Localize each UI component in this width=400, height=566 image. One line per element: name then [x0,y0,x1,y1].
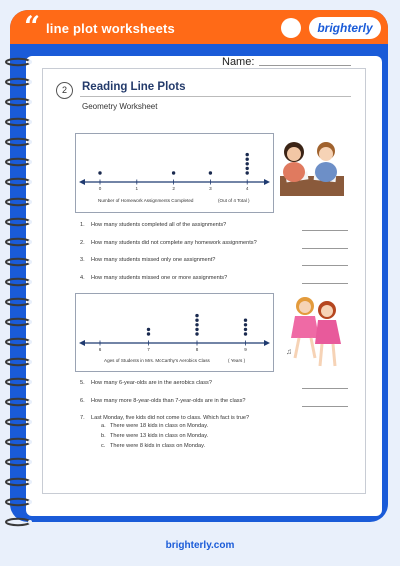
quote-icon: “ [24,10,41,43]
option-text: There were 8 kids in class on Monday. [110,443,206,449]
arrow-left-icon [79,340,85,346]
question-number: 7. [80,415,85,421]
option-text: There were 13 kids in class on Monday. [110,433,209,439]
data-point [147,332,150,335]
tick-label: 0 [98,186,102,191]
music-note-icon: ♫ [286,347,292,356]
ring-icon [6,119,30,125]
question-item [80,257,215,263]
data-point [246,158,249,161]
punch-hole [28,80,32,84]
line-plot-2 [75,293,274,372]
answer-line[interactable] [302,283,348,284]
content-border [42,68,366,494]
punch-hole [28,220,32,224]
tick-label: 7 [147,347,150,352]
punch-hole [28,420,32,424]
axis-note: (Out of 4 Total ) [218,198,250,203]
ring-icon [6,279,30,285]
punch-hole [28,460,32,464]
question-number: 5. [80,380,85,386]
ring-icon [6,179,30,185]
punch-hole [28,300,32,304]
ring-icon [6,259,30,265]
page-title: line plot worksheets [46,21,175,36]
answer-line[interactable] [302,248,348,249]
question-item [80,415,249,421]
line-plot-1 [75,133,274,213]
tick-label: 3 [209,186,212,191]
question-item [80,222,226,228]
brand-name: brighterly [317,21,373,35]
ring-icon [6,339,30,345]
punch-hole [28,500,32,504]
punch-hole [28,60,32,64]
ring-icon [6,419,30,425]
name-label: Name: [222,56,255,68]
question-number: 3. [80,257,85,263]
option-letter: b. [101,433,106,439]
data-point [246,171,249,174]
punch-hole [28,520,32,524]
name-field[interactable] [259,65,351,66]
question-item [80,380,212,386]
punch-hole [28,320,32,324]
data-point [172,171,175,174]
ring-icon [6,459,30,465]
punch-hole [28,120,32,124]
punch-hole [28,440,32,444]
punch-hole [28,180,32,184]
data-point [244,323,247,326]
ring-icon [6,199,30,205]
data-point [195,323,198,326]
answer-option[interactable] [101,433,208,439]
data-point [195,314,198,317]
spiral-binding [0,0,40,566]
ring-icon [6,139,30,145]
answer-option[interactable] [101,443,205,449]
header-bar [10,10,388,44]
answer-line[interactable] [302,265,348,266]
tick-label: 4 [245,186,249,191]
data-point [195,332,198,335]
data-point [209,171,212,174]
answer-line[interactable] [302,230,348,231]
data-point [195,319,198,322]
data-point [195,328,198,331]
ring-icon [6,439,30,445]
tick-label: 6 [98,347,102,352]
question-number: 4. [80,274,85,281]
punch-hole [28,260,32,264]
data-point [244,328,247,331]
question-text: How many students completed all of the assignments? [91,222,227,228]
question-item [80,275,227,281]
arrow-right-icon [264,179,270,185]
answer-line[interactable] [302,406,348,407]
arrow-right-icon [264,340,270,346]
option-letter: a. [101,423,106,429]
axis-note: ( Years ) [228,358,246,363]
section-title: Reading Line Plots [82,81,186,93]
punch-hole [28,280,32,284]
question-number: 1. [80,222,85,228]
question-item [80,398,246,404]
circle-icon [281,18,301,38]
tick-label: 8 [195,347,199,352]
punch-hole [28,360,32,364]
x-axis-label: Ages of Students in Mrs. McCarthy's Aerobics Class [104,358,210,363]
data-point [246,167,249,170]
answer-option[interactable] [101,423,208,429]
line-plot-1-svg [76,134,273,212]
data-point [98,171,101,174]
tick-label: 2 [172,186,175,191]
dancers-illustration [285,292,347,372]
data-point [246,162,249,165]
ring-icon [6,79,30,85]
ring-icon [6,299,30,305]
tick-label: 9 [244,347,247,352]
footer-site[interactable]: brighterly.com [165,540,235,551]
question-text: How many students did not complete any homework assignments? [91,239,257,246]
option-letter: c. [101,443,106,449]
question-text: How many 6-year-olds are in the aerobics class? [91,380,212,386]
ring-icon [6,399,30,405]
punch-hole [28,340,32,344]
question-number: 6. [80,397,85,404]
question-text: How many more 8-year-olds than 7-year-olds are in the class? [91,397,246,404]
question-text: How many students missed only one assignment? [91,257,216,263]
option-text: There were 18 kids in class on Monday. [110,423,209,429]
punch-hole [28,160,32,164]
punch-hole [28,480,32,484]
line-plot-2-svg [76,294,273,371]
ring-icon [6,519,30,525]
ring-icon [6,319,30,325]
ring-icon [6,239,30,245]
students-illustration [276,136,348,198]
question-text: How many students missed one or more assignments? [91,274,228,281]
brand-logo[interactable] [309,17,381,39]
x-axis-label: Number of Homework Assignments Completed [98,198,194,203]
tick-label: 1 [135,186,139,191]
question-item [80,240,257,246]
section-number: 2 [56,82,73,99]
data-point [147,328,150,331]
ring-icon [6,59,30,65]
punch-hole [28,200,32,204]
punch-hole [28,380,32,384]
ring-icon [6,99,30,105]
data-point [244,319,247,322]
data-point [244,332,247,335]
punch-hole [28,140,32,144]
ring-icon [6,479,30,485]
question-text: Last Monday, five kids did not come to class. Which fact is true? [91,415,250,421]
ring-icon [6,159,30,165]
answer-line[interactable] [302,388,348,389]
ring-icon [6,219,30,225]
ring-icon [6,499,30,505]
punch-hole [28,100,32,104]
punch-hole [28,240,32,244]
ring-icon [6,379,30,385]
punch-hole [28,400,32,404]
title-divider [80,96,351,97]
data-point [246,153,249,156]
question-number: 2. [80,239,85,246]
ring-icon [6,359,30,365]
arrow-left-icon [79,179,85,185]
section-subtitle: Geometry Worksheet [82,102,158,111]
